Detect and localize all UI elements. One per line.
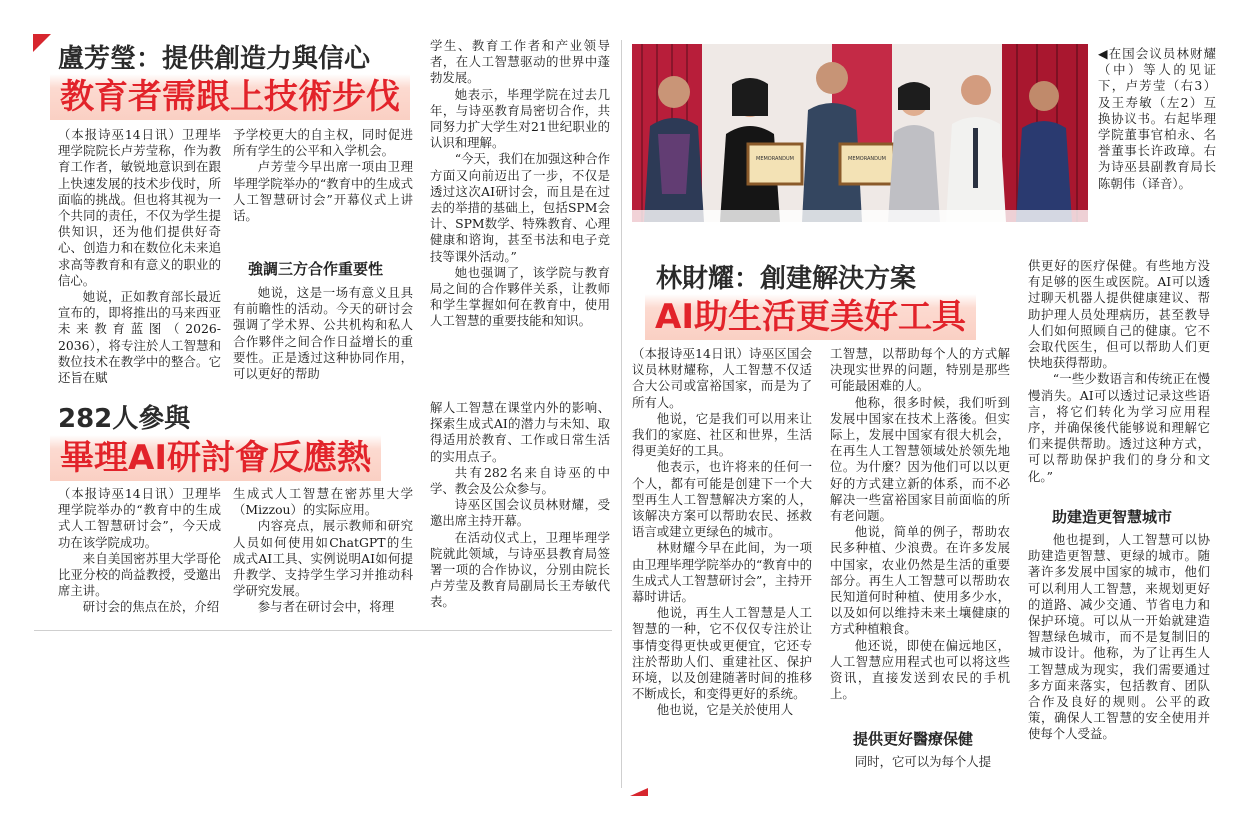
paragraph: 内容亮点，展示教师和研究人员如何使用如ChatGPT的生成式AI工具、实例说明AI如何提升教学、支持学生学习并推动科学研究发展。 [233,518,413,599]
paragraph: 予学校更大的自主权，同时促进所有学生的公平和入学机会。 [233,127,413,159]
corner-marker [33,34,51,52]
left-story-subhead: 強調三方合作重要性 [248,260,384,278]
paragraph: 工智慧，以帮助每个人的方式解决现实世界的问题，特别是那些可能最困难的人。 [830,346,1010,394]
paragraph: 解人工智慧在课堂内外的影响、探索生成式AI的潜力与未知、取得适用於教育、工作或日常生活的实用点子。 [430,400,610,464]
paragraph: （本报诗巫14日讯）卫理毕理学院院长卢芳莹称，作为教育工作者，敏锐地意识到在跟上快速发展的技术步伐时，所面临的挑战。但也将其视为一个共同的责任，不仅为学生提供知识，还为他们提供好奇心、创造力和在数位化未来追求高等教育和有意义的职业的信心。 [58,127,221,288]
right-story-column-1 [632,346,812,774]
photo-caption: ◀在国会议员林财耀（中）等人的见证下，卢芳莹（右3）及王寿敏（左2）互换协议书。右起毕理学院董事官柏永、名誉董事长许政璋。右为诗巫县副教育局长陈朝伟（译音）。 [1098,46,1216,191]
second-story-headline: 畢理AI研討會反應熱 [50,435,381,481]
paragraph: 来自美国密苏里大学哥伦比亚分校的尚益教授，受邀出席主讲。 [58,550,221,599]
paragraph: 生成式人工智慧在密苏里大学（Mizzou）的实际应用。 [233,486,413,518]
health-subhead: 提供更好醫療保健 [853,730,974,748]
left-story-column-1 [58,127,221,387]
second-story-column-2 [233,486,413,626]
paragraph: 他称，很多时候，我们听到发展中国家在技术上落後。但实际上，发展中国家有很大机会，在再生人工智慧领域处於领先地位。为什麼？因为他们可以以更好的方式建立新的体系，而不必解决一些富裕国家目前面临的所有老问题。 [830,394,1010,524]
paragraph: 他还说，即使在偏远地区，人工智慧应用程式也可以将这些资讯，直接发送到农民的手机上。 [830,637,1010,702]
smart-city-subhead: 助建造更智慧城市 [1052,508,1173,526]
right-story-column-3-top [1028,258,1210,500]
paragraph: 卢芳莹今早出席一项由卫理毕理学院举办的“教育中的生成式人工智慧研讨会”开幕仪式上讲话。 [233,159,413,224]
paragraph: 供更好的医疗保健。有些地方没有足够的医生或医院。AI可以透过聊天机器人提供健康建议、帮助护理人员处理病历，甚至教导人们如何照顾自己的健康。它不会取代医生，但可以帮助人们更快地获得帮助。 [1028,258,1210,371]
paragraph: 他也提到，人工智慧可以协助建造更智慧、更绿的城市。随著许多发展中国家的城市，他们可以利用人工智慧，来规划更好的道路、减少交通、节省电力和保护环境。可以从一开始就建造智慧绿色城市，而不是复制旧的城市设计。他称，为了让再生人工智慧成为现实，我们需要通过多方面来落实，包括教育、团队合作及良好的规则。公平的政策，确保人工智慧的安全使用并使每个人受益。 [1028,532,1210,742]
right-story-column-3-bottom [1028,532,1210,774]
second-story-kicker: 282人參與 [58,404,191,434]
paragraph: 她说，这是一场有意义且具有前瞻性的活动。今天的研讨会强调了学术界、公共机构和私人合作夥伴之间合作日益增长的重要性。正是透过这种协同作用，可以更好的帮助 [233,285,413,382]
left-story-column-3 [430,38,610,378]
paragraph: 她说，正如教育部长最近宣布的，即将推出的马来西亚未来教育蓝图（2026-2036），将专注於人工智慧和数位技术在教学中的整合。它还旨在赋 [58,289,221,386]
paragraph: 他表示，也许将来的任何一个人，都有可能是创建下一个大型再生人工智慧解决方案的人，该解决方案可以帮助农民、拯救语言或建立更绿色的城市。 [632,459,812,540]
paragraph: （本报诗巫14日讯）卫理毕理学院举办的“教育中的生成式人工智慧研讨会”，今天成功在该学院成功。 [58,486,221,550]
second-story-column-3 [430,400,610,626]
paragraph: 他说，它是我们可以用来让我们的家庭、社区和世界，生活得更美好的工具。 [632,410,812,459]
corner-marker [630,788,648,796]
paragraph: 他说，再生人工智慧是人工智慧的一种，它不仅仅专注於让事情变得更快或更便宜，它还专注於帮助人们、重建社区、保护环境，以及创建随著时间的推移不断成长，和变得更好的系统。 [632,605,812,702]
paragraph: 参与者在研讨会中，将理 [257,599,395,615]
paragraph: 她也强调了，该学院与教育局之间的合作夥伴关系，让教师和学生掌握如何在教育中，使用人工智慧的重要技能和知识。 [430,264,610,329]
certificate-text: MEMORANDUM [848,156,886,162]
paragraph: 诗巫区国会议员林财耀，受邀出席主持开幕。 [430,497,610,529]
paragraph: 他说，简单的例子，帮助农民多种植、少浪费。在许多发展中国家，农业仍然是生活的重要部分。再生人工智慧可以帮助农民知道何时种植、使用多少水，以及如何以维持未来土壤健康的方式种植粮食。 [830,524,1010,637]
ceremony-photo [632,44,1088,222]
right-story-column-2-bottom [830,754,1010,774]
left-story-column-2-bottom [233,285,413,387]
paragraph: 林财耀今早在此间，为一项由卫理毕理学院举办的“教育中的生成式人工智慧研讨会”，主持开幕时讲话。 [632,540,812,605]
left-story-kicker: 盧芳瑩：提供創造力與信心 [58,44,371,74]
right-story-headline: AI助生活更美好工具 [645,294,976,340]
paragraph: 学生、教育工作者和产业领导者，在人工智慧驱动的世界中蓬勃发展。 [430,38,610,86]
certificate-text: MEMORANDUM [756,156,794,162]
right-story-column-2-top [830,346,1010,716]
paragraph: 同时，它可以为每个人提 [854,754,992,769]
section-divider [34,630,612,631]
paragraph: “一些少数语言和传统正在慢慢消失。AI可以透过记录这些语言，将它们转化为学习应用程序，并确保後代能够说和理解它们来提供帮助。透过这种方式，可以帮助保护我们的身分和文化。” [1028,371,1210,484]
column-divider [621,40,622,788]
ceremony-photo-illustration [632,44,1088,222]
paragraph: 她表示，毕理学院在过去几年，与诗巫教育局密切合作，共同努力扩大学生对21世纪职业的认识和理解。 [430,86,610,151]
second-story-column-1 [58,486,221,626]
paragraph: 他也说，它是关於使用人 [656,702,794,718]
paragraph: “今天，我们在加强这种合作方面又向前迈出了一步，不仅是透过这次AI研讨会，而且是在过去的举措的基础上，包括SPM会计、SPM数学、特殊教育、心理健康和谘询，甚至书法和电子竞技等课外活动。” [430,151,610,264]
paragraph: （本报诗巫14日讯）诗巫区国会议员林财耀称，人工智慧不仅适合大公司或富裕国家，而是为了所有人。 [632,346,812,410]
paragraph: 共有282名来自诗巫的中学、教会及公众参与。 [430,464,610,497]
paragraph: 研讨会的焦点在於，介绍 [82,599,220,615]
left-story-column-2-top [233,127,413,247]
paragraph: 在活动仪式上，卫理毕理学院就此领域，与诗巫县教育局签署一项的合作协议，分别由院长卢芳莹及教育局副局长王寿敏代表。 [430,529,610,610]
left-story-headline: 教育者需跟上技術步伐 [50,74,410,120]
right-story-kicker: 林財耀：創建解決方案 [656,264,917,294]
